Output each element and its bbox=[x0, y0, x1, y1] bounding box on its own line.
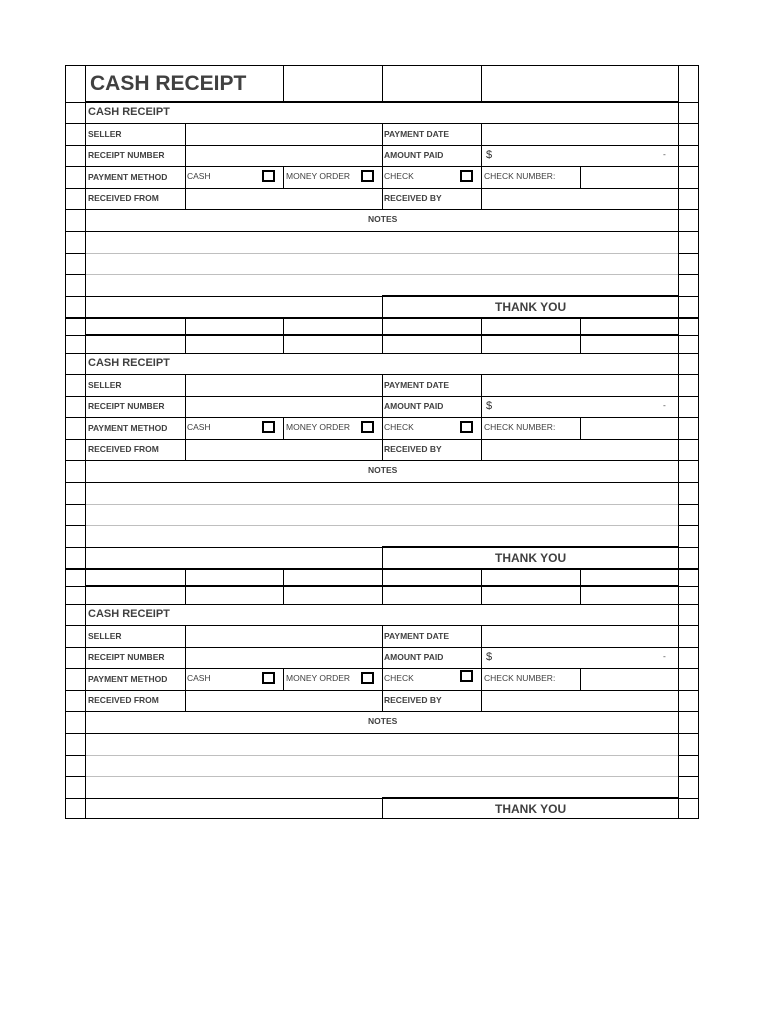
section-title: CASH RECEIPT bbox=[88, 106, 170, 118]
amount-value[interactable]: - bbox=[663, 400, 666, 410]
gridline bbox=[382, 124, 383, 210]
option-cash-label: CASH bbox=[187, 673, 211, 683]
received-by-field[interactable] bbox=[482, 440, 678, 460]
payment-date-field[interactable] bbox=[482, 124, 678, 144]
received-from-label: RECEIVED FROM bbox=[88, 193, 159, 203]
gridline bbox=[66, 755, 85, 756]
seller-field[interactable] bbox=[185, 375, 382, 395]
seller-label: SELLER bbox=[88, 631, 122, 641]
check-checkbox[interactable] bbox=[460, 421, 473, 433]
notes-line[interactable] bbox=[86, 526, 678, 546]
receipt-block bbox=[66, 604, 698, 818]
gridline bbox=[679, 253, 698, 254]
section-title: CASH RECEIPT bbox=[88, 608, 170, 620]
receipt-number-label: RECEIPT NUMBER bbox=[88, 652, 165, 662]
payment-date-label: PAYMENT DATE bbox=[384, 380, 450, 390]
notes-line[interactable] bbox=[86, 254, 678, 274]
receipt-sheet bbox=[65, 65, 699, 819]
notes-line[interactable] bbox=[86, 483, 678, 503]
cash-checkbox[interactable] bbox=[262, 672, 275, 684]
gridline bbox=[66, 253, 85, 254]
option-money-order-label: MONEY ORDER bbox=[286, 422, 351, 432]
payment-date-field[interactable] bbox=[482, 375, 678, 395]
amount-value[interactable]: - bbox=[663, 149, 666, 159]
notes-label: NOTES bbox=[368, 465, 398, 475]
payment-date-field[interactable] bbox=[482, 626, 678, 646]
notes-line[interactable] bbox=[86, 734, 678, 754]
money-order-checkbox[interactable] bbox=[361, 421, 374, 433]
seller-label: SELLER bbox=[88, 380, 122, 390]
thank-you-text: THANK YOU bbox=[495, 802, 567, 816]
receipt-number-field[interactable] bbox=[185, 648, 382, 668]
received-by-label: RECEIVED BY bbox=[384, 444, 442, 454]
gridline bbox=[283, 669, 284, 690]
money-order-checkbox[interactable] bbox=[361, 672, 374, 684]
amount-value[interactable]: - bbox=[663, 651, 666, 661]
option-money-order-label: MONEY ORDER bbox=[286, 171, 351, 181]
gridline bbox=[283, 569, 284, 605]
received-from-label: RECEIVED FROM bbox=[88, 444, 159, 454]
payment-method-label: PAYMENT METHOD bbox=[88, 423, 168, 433]
gridline bbox=[481, 626, 482, 712]
payment-method-label: PAYMENT METHOD bbox=[88, 172, 168, 182]
gridline bbox=[382, 547, 383, 568]
gridline bbox=[382, 798, 383, 818]
check-number-field[interactable] bbox=[580, 167, 678, 187]
payment-method-label: PAYMENT METHOD bbox=[88, 674, 168, 684]
gridline bbox=[382, 295, 679, 297]
receipt-number-label: RECEIPT NUMBER bbox=[88, 401, 165, 411]
receipt-number-label: RECEIPT NUMBER bbox=[88, 150, 165, 160]
section-title: CASH RECEIPT bbox=[88, 357, 170, 369]
check-checkbox[interactable] bbox=[460, 170, 473, 182]
gridline bbox=[679, 755, 698, 756]
gridline bbox=[382, 626, 383, 712]
received-by-label: RECEIVED BY bbox=[384, 193, 442, 203]
receipt-block bbox=[66, 353, 698, 569]
thank-you-text: THANK YOU bbox=[495, 300, 567, 314]
receipt-block bbox=[66, 102, 698, 318]
gridline bbox=[382, 66, 383, 102]
cash-checkbox[interactable] bbox=[262, 421, 275, 433]
gridline bbox=[185, 318, 186, 354]
gridline bbox=[580, 569, 581, 605]
check-number-label: CHECK NUMBER: bbox=[484, 422, 556, 432]
check-number-field[interactable] bbox=[580, 669, 678, 689]
received-by-field[interactable] bbox=[482, 189, 678, 209]
notes-label: NOTES bbox=[368, 214, 398, 224]
notes-line[interactable] bbox=[86, 275, 678, 295]
notes-line[interactable] bbox=[86, 777, 678, 797]
seller-field[interactable] bbox=[185, 626, 382, 646]
gridline bbox=[679, 776, 698, 777]
option-cash-label: CASH bbox=[187, 171, 211, 181]
gridline bbox=[481, 375, 482, 461]
gridline bbox=[580, 318, 581, 354]
cash-checkbox[interactable] bbox=[262, 170, 275, 182]
amount-paid-label: AMOUNT PAID bbox=[384, 401, 444, 411]
gridline bbox=[382, 318, 383, 354]
payment-date-label: PAYMENT DATE bbox=[384, 631, 450, 641]
amount-paid-label: AMOUNT PAID bbox=[384, 150, 444, 160]
gridline bbox=[382, 296, 383, 317]
currency-symbol: $ bbox=[486, 149, 493, 161]
gridline bbox=[580, 669, 581, 690]
gridline bbox=[185, 124, 186, 210]
check-number-field[interactable] bbox=[580, 418, 678, 438]
thank-you-text: THANK YOU bbox=[495, 551, 567, 565]
gridline bbox=[283, 66, 284, 102]
gridline bbox=[66, 504, 85, 505]
receipt-number-field[interactable] bbox=[185, 146, 382, 166]
gridline bbox=[66, 776, 85, 777]
option-check-label: CHECK bbox=[384, 171, 414, 181]
seller-label: SELLER bbox=[88, 129, 122, 139]
gridline bbox=[679, 274, 698, 275]
amount-paid-label: AMOUNT PAID bbox=[384, 652, 444, 662]
received-from-field[interactable] bbox=[185, 691, 382, 711]
gridline bbox=[283, 418, 284, 439]
gridline bbox=[185, 375, 186, 461]
currency-symbol: $ bbox=[486, 400, 493, 412]
check-checkbox[interactable] bbox=[460, 670, 473, 682]
check-number-label: CHECK NUMBER: bbox=[484, 673, 556, 683]
gridline bbox=[283, 167, 284, 188]
gridline bbox=[66, 525, 85, 526]
gridline bbox=[382, 546, 679, 548]
gridline bbox=[481, 124, 482, 210]
gridline bbox=[382, 569, 383, 605]
notes-label: NOTES bbox=[368, 716, 398, 726]
received-from-field[interactable] bbox=[185, 440, 382, 460]
gridline bbox=[66, 274, 85, 275]
gridline bbox=[679, 504, 698, 505]
gridline bbox=[481, 569, 482, 605]
gridline bbox=[580, 167, 581, 188]
gridline bbox=[382, 797, 679, 799]
gridline bbox=[580, 418, 581, 439]
currency-symbol: $ bbox=[486, 651, 493, 663]
receipt-number-field[interactable] bbox=[185, 397, 382, 417]
payment-date-label: PAYMENT DATE bbox=[384, 129, 450, 139]
gridline bbox=[481, 66, 482, 102]
page-title: CASH RECEIPT bbox=[90, 72, 247, 95]
notes-line[interactable] bbox=[86, 232, 678, 252]
seller-field[interactable] bbox=[185, 124, 382, 144]
option-money-order-label: MONEY ORDER bbox=[286, 673, 351, 683]
gridline bbox=[185, 569, 186, 605]
received-from-field[interactable] bbox=[185, 189, 382, 209]
gridline bbox=[382, 375, 383, 461]
received-by-field[interactable] bbox=[482, 691, 678, 711]
option-check-label: CHECK bbox=[384, 422, 414, 432]
gridline bbox=[481, 318, 482, 354]
check-number-label: CHECK NUMBER: bbox=[484, 171, 556, 181]
notes-line[interactable] bbox=[86, 505, 678, 525]
notes-line[interactable] bbox=[86, 756, 678, 776]
gridline bbox=[679, 525, 698, 526]
received-by-label: RECEIVED BY bbox=[384, 695, 442, 705]
money-order-checkbox[interactable] bbox=[361, 170, 374, 182]
received-from-label: RECEIVED FROM bbox=[88, 695, 159, 705]
gridline bbox=[185, 626, 186, 712]
option-check-label: CHECK bbox=[384, 673, 414, 683]
gridline bbox=[283, 318, 284, 354]
option-cash-label: CASH bbox=[187, 422, 211, 432]
